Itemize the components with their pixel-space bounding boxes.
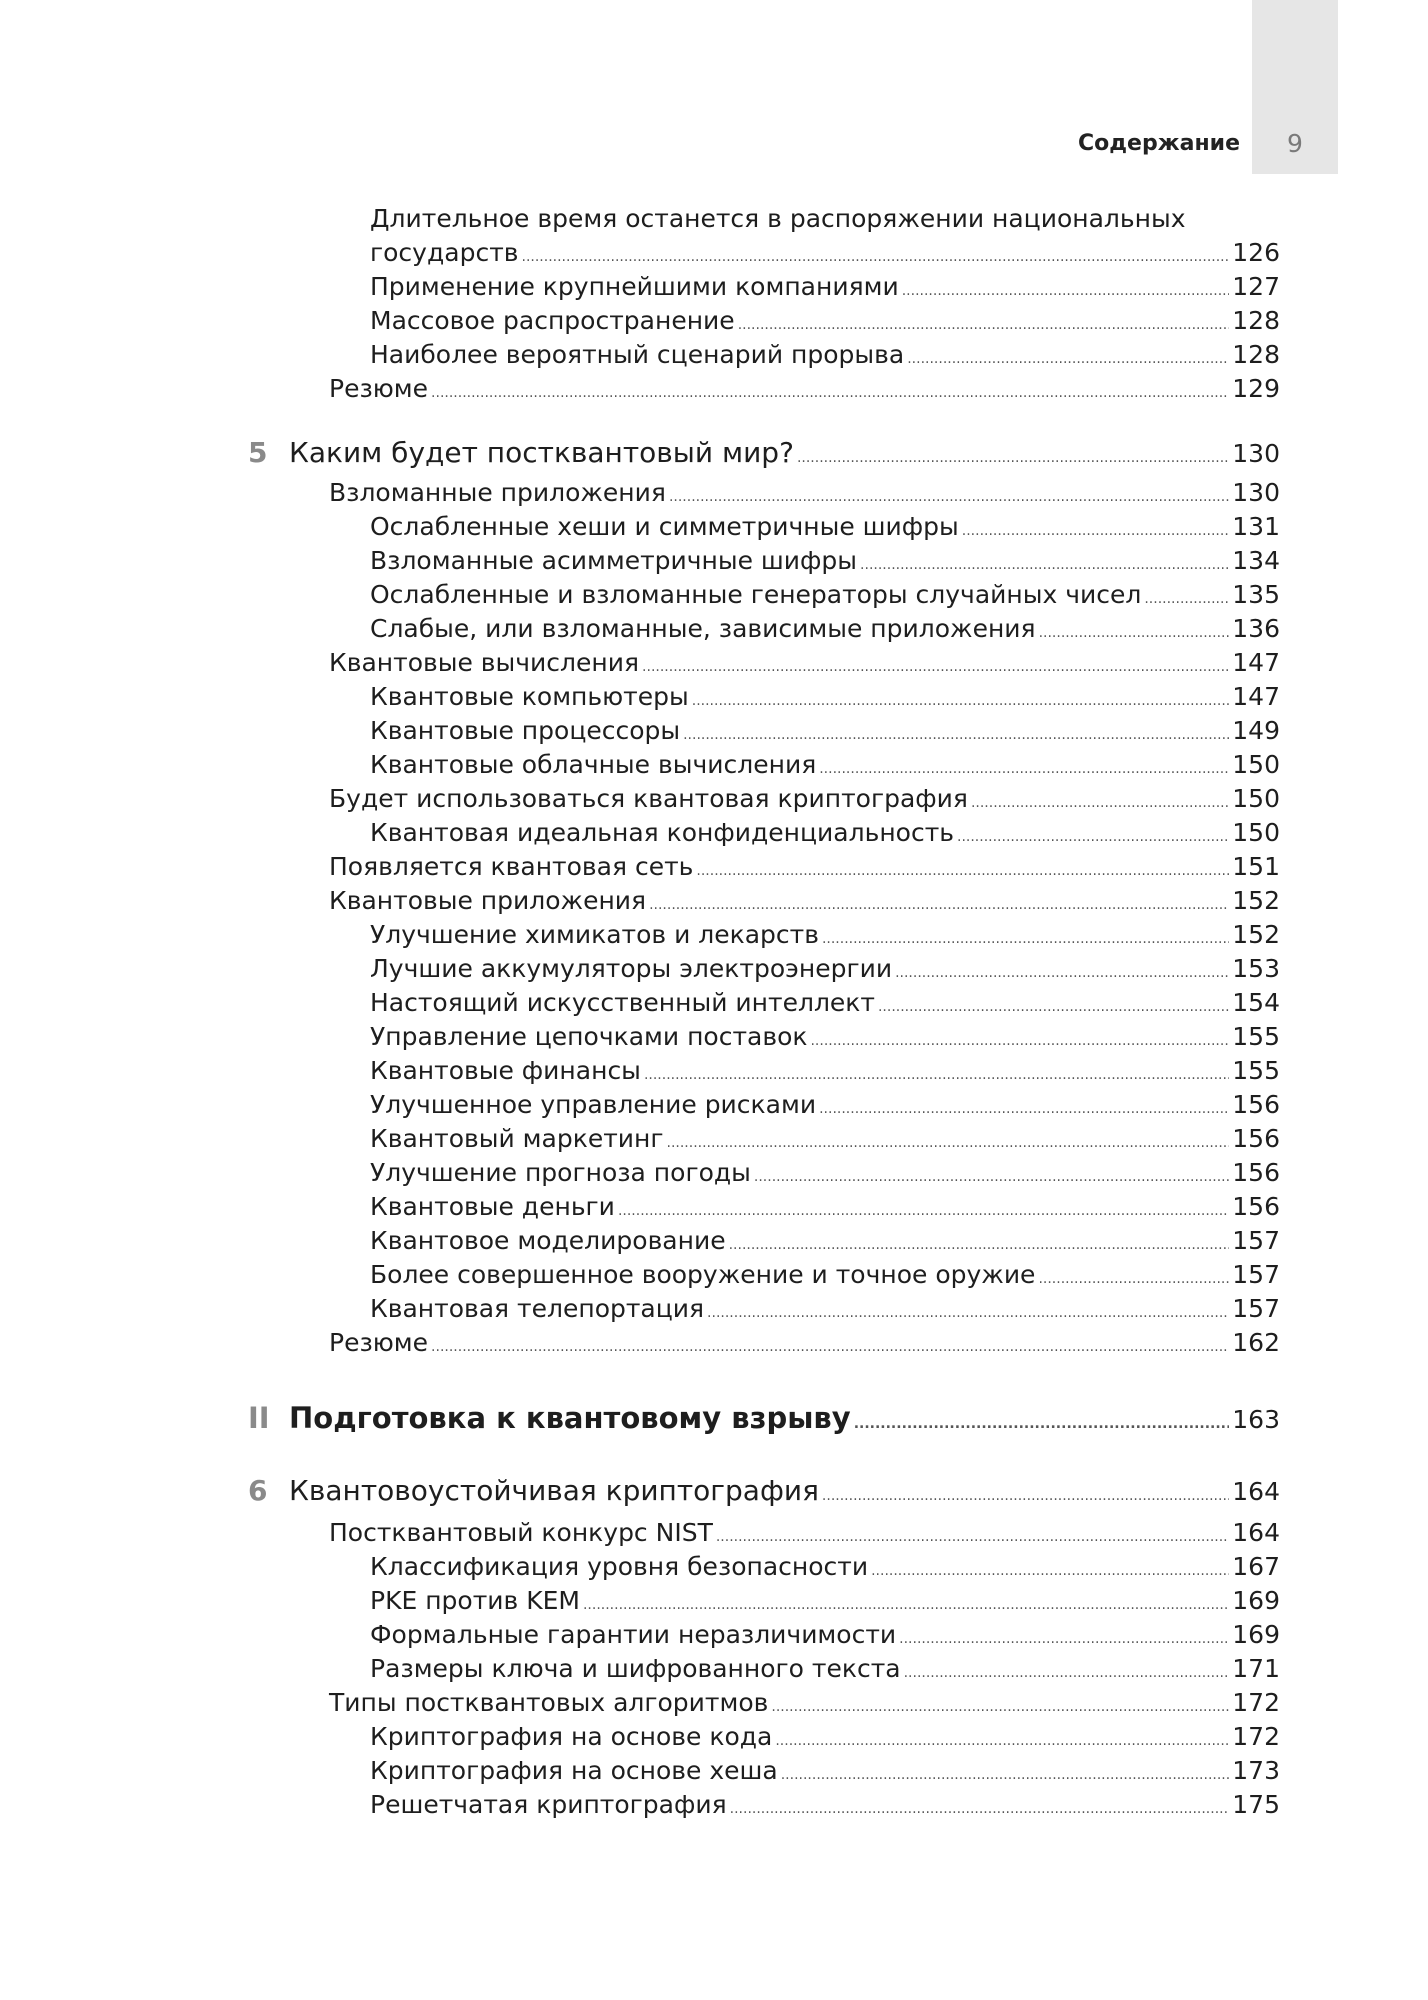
toc-entry-title: Управление цепочками поставок xyxy=(370,1022,808,1051)
toc-leader xyxy=(642,650,1229,684)
toc-entry-title: Классификация уровня безопасности xyxy=(370,1552,869,1581)
toc-leader xyxy=(1039,616,1230,650)
toc-entry-title: Более совершенное вооружение и точное оружие xyxy=(370,1260,1036,1289)
toc-entry[interactable] xyxy=(330,1720,1280,1754)
toc-entry-continued-title: Длительное время останется в распоряжении национальных xyxy=(370,204,1186,233)
toc-entry-title: Ослабленные хеши и симметричные шифры xyxy=(370,512,959,541)
toc-entry-title: Каким будет постквантовый мир? xyxy=(289,436,794,469)
toc-leader xyxy=(871,1554,1229,1588)
toc-entry-title: Наиболее вероятный сценарий прорыва xyxy=(370,340,905,369)
toc-entry-title: Криптография на основе кода xyxy=(370,1722,773,1751)
toc-leader xyxy=(797,439,1229,477)
toc-leader xyxy=(738,308,1230,342)
toc-entry-title: Решетчатая криптография xyxy=(370,1790,727,1819)
toc-entry[interactable] xyxy=(330,1224,1280,1258)
toc-entry[interactable] xyxy=(289,850,1280,884)
toc-entry[interactable] xyxy=(330,1754,1280,1788)
toc-entry-page: 172 xyxy=(1232,1722,1280,1751)
toc-entry-page: 173 xyxy=(1232,1756,1280,1785)
toc-entry-title: Взломанные приложения xyxy=(329,478,666,507)
part-number: II xyxy=(248,1401,270,1435)
toc-entry-title: Квантовые вычисления xyxy=(329,648,640,677)
toc-leader xyxy=(754,1160,1229,1194)
toc-entry-page: 171 xyxy=(1232,1654,1280,1683)
toc-entry[interactable] xyxy=(330,714,1280,748)
toc-entry-page: 167 xyxy=(1232,1552,1280,1581)
toc-leader xyxy=(899,1622,1229,1656)
toc-leader xyxy=(583,1588,1229,1622)
toc-entry[interactable] xyxy=(289,1326,1280,1360)
toc-entry-title: Резюме xyxy=(329,374,429,403)
toc-entry-page: 169 xyxy=(1232,1620,1280,1649)
toc-entry-page: 164 xyxy=(1232,1518,1280,1547)
toc-leader xyxy=(716,1520,1229,1554)
toc-leader xyxy=(771,1690,1229,1724)
toc-leader xyxy=(522,240,1230,274)
toc-entry-title: Квантовые процессоры xyxy=(370,716,681,745)
toc-entry-title: Квантовая телепортация xyxy=(370,1294,705,1323)
toc-leader xyxy=(854,1404,1230,1444)
toc-entry-page: 150 xyxy=(1232,784,1280,813)
toc-entry-title: Квантовый маркетинг xyxy=(370,1124,664,1153)
toc-entry[interactable] xyxy=(330,1584,1280,1618)
toc-leader xyxy=(810,1024,1229,1058)
toc-entry-title: Квантовоустойчивая криптография xyxy=(289,1474,819,1507)
toc-entry[interactable] xyxy=(330,1156,1280,1190)
toc-entry-title: Квантовые облачные вычисления xyxy=(370,750,817,779)
toc-entry-page: 126 xyxy=(1232,238,1280,267)
toc-entry-page: 151 xyxy=(1232,852,1280,881)
toc-entry[interactable] xyxy=(330,680,1280,714)
toc-entry[interactable] xyxy=(330,1122,1280,1156)
toc-entry[interactable] xyxy=(289,646,1280,680)
toc-leader xyxy=(822,922,1229,956)
toc-entry-title: Криптография на основе хеша xyxy=(370,1756,778,1785)
toc-entry[interactable] xyxy=(289,476,1280,510)
toc-entry[interactable] xyxy=(330,952,1280,986)
toc-entry[interactable] xyxy=(330,1618,1280,1652)
toc-entry-page: 152 xyxy=(1232,886,1280,915)
toc-entry-page: 135 xyxy=(1232,580,1280,609)
toc-leader xyxy=(781,1758,1230,1792)
toc-entry-page: 169 xyxy=(1232,1586,1280,1615)
toc-leader xyxy=(878,990,1229,1024)
toc-entry[interactable] xyxy=(330,1020,1280,1054)
toc-entry-title: Квантовые финансы xyxy=(370,1056,641,1085)
toc-entry-title: PKE против KEM xyxy=(370,1586,580,1615)
toc-entry-title: Настоящий искусственный интеллект xyxy=(370,988,875,1017)
toc-leader xyxy=(962,514,1230,548)
toc-entry[interactable] xyxy=(330,510,1280,544)
toc-entry-title: Взломанные асимметричные шифры xyxy=(370,546,858,575)
chapter-number: 5 xyxy=(248,436,268,469)
toc-entry-page: 164 xyxy=(1232,1477,1280,1506)
toc-entry-page: 129 xyxy=(1232,374,1280,403)
toc-entry[interactable] xyxy=(330,270,1280,304)
toc-leader xyxy=(904,1656,1230,1690)
toc-entry-page: 131 xyxy=(1232,512,1280,541)
toc-entry[interactable] xyxy=(330,1550,1280,1584)
toc-entry-title: Улучшенное управление рисками xyxy=(370,1090,817,1119)
chapter-number: 6 xyxy=(248,1474,268,1507)
toc-entry[interactable] xyxy=(330,544,1280,578)
toc-entry-title: Улучшение химикатов и лекарств xyxy=(370,920,819,949)
toc-entry[interactable] xyxy=(330,1054,1280,1088)
toc-leader xyxy=(957,820,1229,854)
toc-entry-page: 147 xyxy=(1232,682,1280,711)
page-number: 9 xyxy=(1287,129,1303,158)
toc-entry[interactable] xyxy=(289,782,1280,816)
toc-entry-page: 127 xyxy=(1232,272,1280,301)
running-title: Содержание xyxy=(1078,131,1240,156)
toc-leader xyxy=(730,1792,1230,1826)
toc-entry[interactable] xyxy=(289,1516,1280,1550)
toc-entry[interactable] xyxy=(330,1258,1280,1292)
toc-entry-title: Массовое распространение xyxy=(370,306,735,335)
toc-entry-page: 130 xyxy=(1232,439,1280,468)
toc-entry-page: 156 xyxy=(1232,1158,1280,1187)
toc-entry-page: 156 xyxy=(1232,1090,1280,1119)
toc-leader xyxy=(431,1330,1229,1364)
toc-entry-title: Квантовая идеальная конфиденциальность xyxy=(370,818,954,847)
toc-entry-title: Будет использоваться квантовая криптография xyxy=(329,784,968,813)
toc-entry-title: Квантовые компьютеры xyxy=(370,682,689,711)
toc-entry[interactable] xyxy=(330,748,1280,782)
toc-entry[interactable] xyxy=(330,612,1280,646)
toc-leader xyxy=(902,274,1230,308)
toc-entry-page: 153 xyxy=(1232,954,1280,983)
toc-chapter[interactable] xyxy=(248,434,1280,472)
toc-entry-page: 128 xyxy=(1232,306,1280,335)
toc-entry-title: Квантовое моделирование xyxy=(370,1226,726,1255)
toc-entry-title: Квантовые деньги xyxy=(370,1192,615,1221)
toc-leader xyxy=(860,548,1229,582)
toc-entry-title: Применение крупнейшими компаниями xyxy=(370,272,899,301)
toc-entry[interactable] xyxy=(330,304,1280,338)
toc-entry[interactable] xyxy=(330,918,1280,952)
toc-entry[interactable] xyxy=(330,1190,1280,1224)
toc-entry[interactable] xyxy=(330,1292,1280,1326)
toc-leader xyxy=(1144,582,1229,616)
toc-entry-page: 154 xyxy=(1232,988,1280,1017)
toc-leader xyxy=(1038,1262,1229,1296)
toc-leader xyxy=(822,1477,1229,1515)
toc-entry-page: 175 xyxy=(1232,1790,1280,1819)
toc-entry[interactable] xyxy=(330,236,1280,270)
toc-leader xyxy=(775,1724,1229,1758)
toc-entry-page: 156 xyxy=(1232,1124,1280,1153)
toc-entry-page: 172 xyxy=(1232,1688,1280,1717)
toc-entry[interactable] xyxy=(289,372,1280,406)
toc-entry-title: Типы постквантовых алгоритмов xyxy=(329,1688,769,1717)
toc-entry[interactable] xyxy=(330,578,1280,612)
toc-entry-title: Квантовые приложения xyxy=(329,886,647,915)
toc-leader xyxy=(971,786,1229,820)
toc-entry-page: 157 xyxy=(1232,1294,1280,1323)
toc-entry-title: Размеры ключа и шифрованного текста xyxy=(370,1654,901,1683)
toc-entry-title: Улучшение прогноза погоды xyxy=(370,1158,751,1187)
toc-entry[interactable] xyxy=(330,1088,1280,1122)
toc-entry-title: Постквантовый конкурс NIST xyxy=(329,1518,713,1547)
toc-entry-page: 155 xyxy=(1232,1056,1280,1085)
toc-leader xyxy=(431,376,1229,410)
toc-entry-title: Формальные гарантии неразличимости xyxy=(370,1620,897,1649)
toc-leader xyxy=(618,1194,1229,1228)
toc-entry-page: 128 xyxy=(1232,340,1280,369)
toc-entry-page: 149 xyxy=(1232,716,1280,745)
toc-entry-title: Лучшие аккумуляторы электроэнергии xyxy=(370,954,893,983)
toc-entry-title: Слабые, или взломанные, зависимые приложения xyxy=(370,614,1036,643)
toc-leader xyxy=(667,1126,1230,1160)
toc-entry-page: 162 xyxy=(1232,1328,1280,1357)
toc-chapter[interactable] xyxy=(248,1472,1280,1510)
toc-leader xyxy=(692,684,1230,718)
toc-entry-page: 150 xyxy=(1232,750,1280,779)
toc-entry[interactable] xyxy=(289,884,1280,918)
toc-entry-page: 134 xyxy=(1232,546,1280,575)
toc-leader xyxy=(895,956,1229,990)
toc-entry[interactable] xyxy=(330,1652,1280,1686)
toc-leader xyxy=(696,854,1229,888)
toc-entry-title: государств xyxy=(370,238,519,267)
toc-leader xyxy=(729,1228,1230,1262)
toc-entry[interactable] xyxy=(289,1686,1280,1720)
toc-part[interactable] xyxy=(248,1398,1280,1438)
toc-entry[interactable] xyxy=(330,986,1280,1020)
toc-leader xyxy=(669,480,1229,514)
toc-entry-title: Появляется квантовая сеть xyxy=(329,852,694,881)
toc-entry[interactable] xyxy=(330,1788,1280,1822)
toc-leader xyxy=(907,342,1229,376)
toc-entry-title: Резюме xyxy=(329,1328,429,1357)
toc-entry-page: 147 xyxy=(1232,648,1280,677)
toc-leader xyxy=(649,888,1229,922)
toc-entry-page: 136 xyxy=(1232,614,1280,643)
toc-entry-title: Подготовка к квантовому взрыву xyxy=(289,1401,851,1435)
toc-entry[interactable] xyxy=(330,338,1280,372)
toc-entry-page: 157 xyxy=(1232,1260,1280,1289)
toc-entry[interactable] xyxy=(330,816,1280,850)
toc-entry-page: 155 xyxy=(1232,1022,1280,1051)
toc-entry-page: 150 xyxy=(1232,818,1280,847)
toc-leader xyxy=(819,752,1229,786)
toc-leader xyxy=(683,718,1229,752)
toc-leader xyxy=(707,1296,1229,1330)
toc-entry-title: Ослабленные и взломанные генераторы случайных чисел xyxy=(370,580,1142,609)
toc-entry-page: 157 xyxy=(1232,1226,1280,1255)
toc-entry-page: 152 xyxy=(1232,920,1280,949)
toc-entry-page: 163 xyxy=(1232,1405,1280,1434)
toc-entry-page: 156 xyxy=(1232,1192,1280,1221)
toc-entry-page: 130 xyxy=(1232,478,1280,507)
toc-leader xyxy=(644,1058,1229,1092)
toc-leader xyxy=(819,1092,1229,1126)
